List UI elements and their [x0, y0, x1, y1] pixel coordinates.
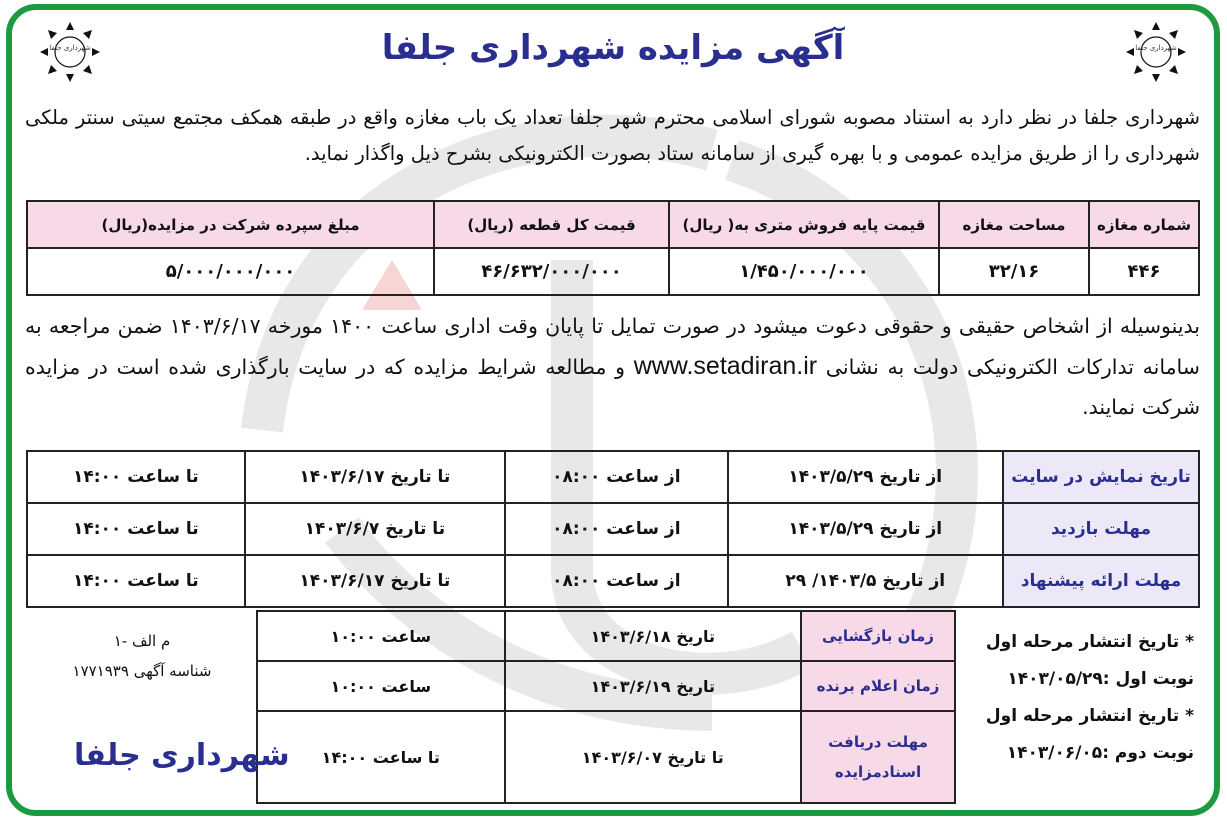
page-title: آگهی مزایده شهرداری جلفا: [381, 28, 845, 68]
column-header: شماره مغازه: [1089, 201, 1199, 248]
intro-paragraph: شهرداری جلفا در نظر دارد به استناد مصوبه شورای اسلامی محترم شهر جلفا تعداد یک باب مغازه واقع در طبقه همکف مجتمع سیتی سنتر ملکی شهرداری را از طریق مزایده عمومی و با بهره گیری از سامانه ستاد بصورت الکترونیکی بشرح ذیل واگذار نماید.: [25, 106, 1200, 165]
row-label: تاریخ نمایش در سایت: [1003, 451, 1199, 503]
event-date: تاریخ ۱۴۰۳/۶/۱۸: [505, 611, 801, 661]
event-date: تا تاریخ ۱۴۰۳/۶/۰۷: [505, 711, 801, 803]
to-time: تا ساعت ۱۴:۰۰: [27, 555, 245, 607]
invitation-paragraph: [25, 306, 1200, 427]
column-header: قیمت پایه فروش متری به( ریال): [669, 201, 939, 248]
shop-area: ۳۲/۱۶: [939, 248, 1089, 295]
from-time: از ساعت ۰۸:۰۰: [505, 555, 727, 607]
total-price: ۴۶/۶۳۲/۰۰۰/۰۰۰: [434, 248, 669, 295]
shop-number: ۴۴۶: [1089, 248, 1199, 295]
publication-value: نوبت اول :۱۴۰۳/۰۵/۲۹: [1007, 669, 1194, 689]
ad-id: شناسه آگهی ۱۷۷۱۹۳۹: [72, 662, 212, 680]
ad-code: م الف -۱: [113, 632, 171, 650]
publication-value: نوبت دوم :۱۴۰۳/۰۶/۰۵: [1006, 743, 1194, 763]
website-link[interactable]: www.setadiran.ir: [633, 352, 818, 380]
column-header: مبلغ سپرده شرکت در مزایده(ریال): [27, 201, 434, 248]
shop-table: [26, 200, 1200, 296]
to-time: تا ساعت ۱۴:۰۰: [27, 503, 245, 555]
event-time: تا ساعت ۱۴:۰۰: [257, 711, 505, 803]
column-header: مساحت مغازه: [939, 201, 1089, 248]
publication-label: * تاریخ انتشار مرحله اول: [985, 632, 1194, 652]
table-row: [27, 451, 1199, 503]
row-label: مهلت دریافت اسنادمزایده: [801, 711, 955, 803]
row-label: زمان اعلام برنده: [801, 661, 955, 711]
ad-identifier-box: [32, 626, 252, 686]
table-row: [257, 711, 955, 803]
table-row: [257, 661, 955, 711]
publication-dates: [984, 624, 1194, 772]
advertisement-frame: [6, 4, 1220, 816]
publication-label: * تاریخ انتشار مرحله اول: [985, 706, 1194, 726]
table-header-row: [27, 201, 1199, 248]
event-time: ساعت ۱۰:۰۰: [257, 661, 505, 711]
logo-text: شهرداری جلفا: [1135, 44, 1177, 52]
column-header: قیمت کل قطعه (ریال): [434, 201, 669, 248]
invitation-text: بدینوسیله از اشخاص حقیقی و حقوقی دعوت میشود در صورت تمایل تا پایان وقت اداری ساعت ۱۴۰۰ مورخه ۱۴۰۳/۶/۱۷ ضمن مراجعه به سامانه تدارکات الکترونیکی دولت به نشانی: [25, 314, 1200, 379]
to-time: تا ساعت ۱۴:۰۰: [27, 451, 245, 503]
table-row: [27, 555, 1199, 607]
event-date: تاریخ ۱۴۰۳/۶/۱۹: [505, 661, 801, 711]
event-time: ساعت ۱۰:۰۰: [257, 611, 505, 661]
base-price-per-meter: ۱/۴۵۰/۰۰۰/۰۰۰: [669, 248, 939, 295]
to-date: تا تاریخ ۱۴۰۳/۶/۱۷: [245, 555, 506, 607]
from-time: از ساعت ۰۸:۰۰: [505, 451, 727, 503]
logo-text: شهرداری جلفا: [49, 44, 91, 52]
table-row: [27, 248, 1199, 295]
signature: شهرداری جلفا: [74, 738, 290, 773]
row-label: مهلت بازدید: [1003, 503, 1199, 555]
row-label: زمان بازگشایی: [801, 611, 955, 661]
from-date: از تاریخ ۱۴۰۳/۵/۲۹: [728, 503, 1004, 555]
events-table: [256, 610, 956, 804]
to-date: تا تاریخ ۱۴۰۳/۶/۱۷: [245, 451, 506, 503]
from-date: از تاریخ ۱۴۰۳/۵/۲۹: [728, 451, 1004, 503]
table-row: [27, 503, 1199, 555]
schedule-table: [26, 450, 1200, 608]
to-date: تا تاریخ ۱۴۰۳/۶/۷: [245, 503, 506, 555]
from-time: از ساعت ۰۸:۰۰: [505, 503, 727, 555]
from-date: از تاریخ ۱۴۰۳/۵/ ۲۹: [728, 555, 1004, 607]
invitation-text: و مطالعه شرایط مزایده که در سایت بارگذاری شده است در مزایده شرکت نمایند.: [25, 355, 1200, 419]
table-row: [257, 611, 955, 661]
deposit-amount: ۵/۰۰۰/۰۰۰/۰۰۰: [27, 248, 434, 295]
row-label: مهلت ارائه پیشنهاد: [1003, 555, 1199, 607]
